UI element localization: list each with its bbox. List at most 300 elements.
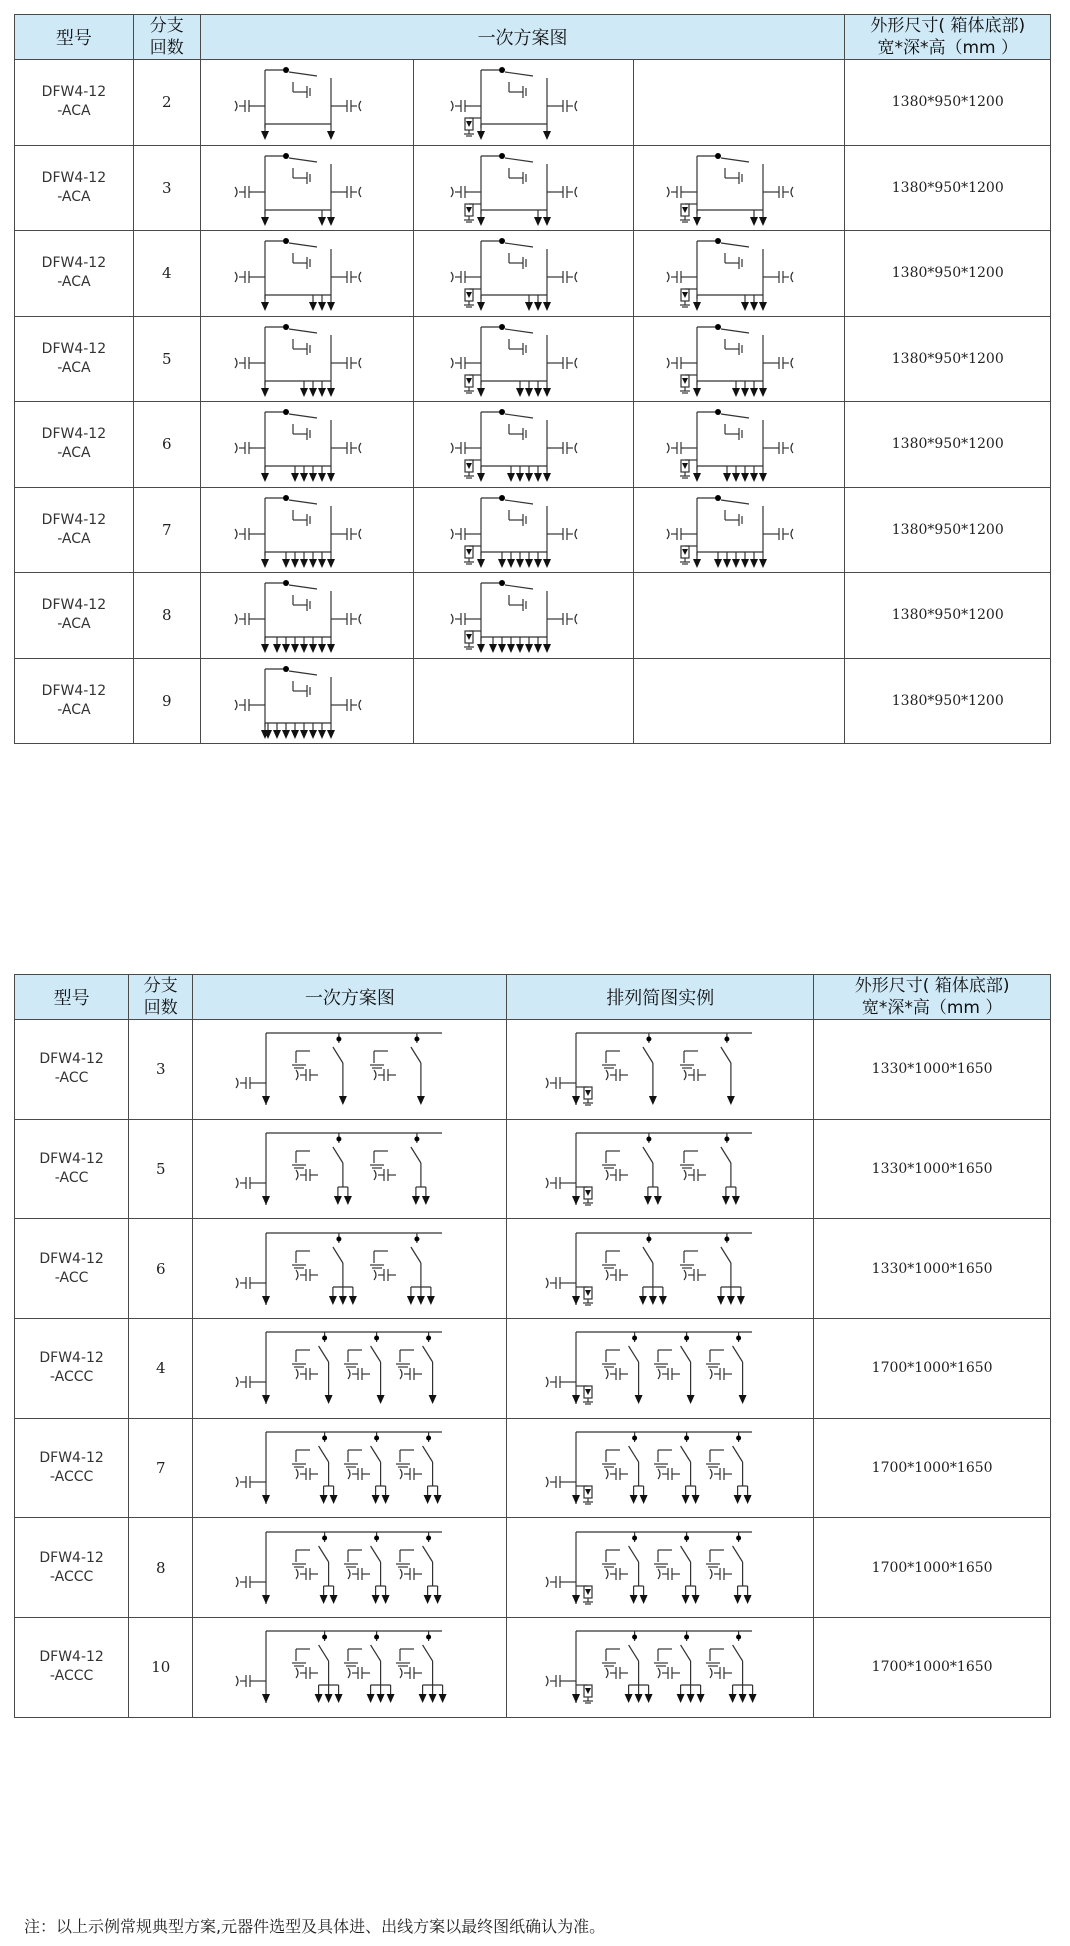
outgoing-feeder-arrow xyxy=(314,1694,322,1703)
outgoing-feeder-arrow xyxy=(750,473,758,482)
scheme-diagram-cell xyxy=(193,1319,507,1419)
outgoing-feeder-arrow xyxy=(273,730,281,739)
outgoing-feeder-arrow xyxy=(428,1694,436,1703)
outgoing-feeder-arrow xyxy=(262,1196,270,1205)
scheme-diagram-cell xyxy=(200,145,413,231)
cable-terminal-icon xyxy=(339,357,361,369)
outgoing-feeder-arrow xyxy=(329,1495,337,1504)
model-suffix: -ACC xyxy=(54,1269,89,1286)
outgoing-feeder-arrow xyxy=(433,1595,441,1604)
table-row xyxy=(15,402,1051,488)
outgoing-feeder-arrow xyxy=(262,1096,270,1105)
table-row xyxy=(15,1518,1051,1618)
dimensions-value: 1700*1000*1650 xyxy=(814,1418,1051,1518)
model-cell xyxy=(15,1020,129,1120)
table-row xyxy=(15,316,1051,402)
outgoing-feeder-arrow xyxy=(324,1694,332,1703)
switchgear-diagram xyxy=(230,1623,470,1711)
table-row xyxy=(15,1418,1051,1518)
cable-terminal-icon xyxy=(546,1376,568,1388)
model-cell xyxy=(15,1219,129,1319)
outgoing-feeder-arrow xyxy=(282,644,290,653)
cable-terminal-icon xyxy=(235,271,257,283)
cable-terminal-icon xyxy=(684,1169,706,1181)
outgoing-feeder-arrow xyxy=(417,1296,425,1305)
outgoing-feeder-arrow xyxy=(319,1495,327,1504)
outgoing-feeder-arrow xyxy=(693,388,701,397)
outgoing-feeder-arrow xyxy=(412,1196,420,1205)
scheme-diagram-cell xyxy=(413,573,633,659)
model-cell xyxy=(15,145,134,231)
cable-terminal-icon xyxy=(555,186,577,198)
table-row xyxy=(15,487,1051,573)
outgoing-feeder-arrow xyxy=(261,644,269,653)
cable-terminal-icon xyxy=(667,528,689,540)
model-suffix: -ACA xyxy=(57,530,91,547)
outgoing-feeder-arrow xyxy=(262,1595,270,1604)
model-cell xyxy=(15,60,134,146)
outgoing-feeder-arrow xyxy=(428,1395,436,1404)
surge-arrester-icon xyxy=(583,1386,593,1404)
outgoing-feeder-arrow xyxy=(693,302,701,311)
header-model: 型号 xyxy=(15,15,134,60)
header-branches-line1: 分支 xyxy=(143,976,178,996)
cable-terminal-icon xyxy=(546,1177,568,1189)
outgoing-feeder-arrow xyxy=(727,1096,735,1105)
surge-arrester-icon xyxy=(583,1287,593,1305)
dimensions-value: 1380*950*1200 xyxy=(845,316,1051,402)
outgoing-feeder-arrow xyxy=(572,1495,580,1504)
cable-terminal-icon xyxy=(348,1368,370,1380)
outgoing-feeder-arrow xyxy=(759,302,767,311)
model-cell xyxy=(15,1119,129,1219)
cable-terminal-icon xyxy=(555,528,577,540)
cable-terminal-icon xyxy=(546,1077,568,1089)
surge-arrester-icon xyxy=(680,546,690,564)
model-code: DFW4-12 xyxy=(41,255,107,272)
model-suffix: -ACA xyxy=(57,274,91,291)
surge-arrester-icon xyxy=(464,118,474,136)
model-cell xyxy=(15,231,134,317)
cable-terminal-icon xyxy=(546,1576,568,1588)
header-branches-line2: 回数 xyxy=(149,38,184,58)
switchgear-diagram xyxy=(230,1324,470,1412)
cable-terminal-icon xyxy=(296,1169,318,1181)
outgoing-feeder-arrow xyxy=(649,1096,657,1105)
model-code: DFW4-12 xyxy=(41,340,107,357)
model-suffix: -ACA xyxy=(57,616,91,633)
switchgear-diagram xyxy=(230,1025,470,1113)
cable-terminal-icon xyxy=(546,1675,568,1687)
example-diagram-cell xyxy=(507,1119,814,1219)
cable-terminal-icon xyxy=(374,1269,396,1281)
table-row xyxy=(15,60,1051,146)
outgoing-feeder-arrow xyxy=(291,473,299,482)
outgoing-feeder-arrow xyxy=(507,559,515,568)
outgoing-feeder-arrow xyxy=(572,1296,580,1305)
scheme-diagram-cell xyxy=(633,487,845,573)
ring-main-unit-diagram xyxy=(659,490,819,570)
outgoing-feeder-arrow xyxy=(516,559,524,568)
ring-main-unit-diagram xyxy=(227,233,387,313)
outgoing-feeder-arrow xyxy=(423,1495,431,1504)
header-example: 排列简图实例 xyxy=(507,975,814,1020)
outgoing-feeder-arrow xyxy=(282,730,290,739)
outgoing-feeder-arrow xyxy=(339,1096,347,1105)
surge-arrester-icon xyxy=(464,204,474,222)
surge-arrester-icon xyxy=(464,375,474,393)
cable-terminal-icon xyxy=(710,1568,732,1580)
ring-main-unit-diagram xyxy=(443,490,603,570)
branch-count: 3 xyxy=(133,145,200,231)
outgoing-feeder-arrow xyxy=(693,473,701,482)
switchgear-diagram xyxy=(230,1424,470,1512)
surge-arrester-icon xyxy=(680,375,690,393)
cable-terminal-icon xyxy=(658,1468,680,1480)
outgoing-feeder-arrow xyxy=(693,217,701,226)
model-suffix: -ACA xyxy=(57,701,91,718)
model-code: DFW4-12 xyxy=(41,511,107,528)
cable-terminal-icon xyxy=(710,1667,732,1679)
cable-terminal-icon xyxy=(236,1675,258,1687)
cable-terminal-icon xyxy=(451,100,473,112)
outgoing-feeder-arrow xyxy=(344,1196,352,1205)
outgoing-feeder-arrow xyxy=(717,1296,725,1305)
scheme-diagram-cell xyxy=(200,316,413,402)
model-suffix: -ACC xyxy=(54,1170,89,1187)
model-cell xyxy=(15,658,134,744)
outgoing-feeder-arrow xyxy=(324,1395,332,1404)
switchgear-diagram xyxy=(540,1225,780,1313)
switchgear-diagram xyxy=(540,1324,780,1412)
cable-terminal-icon xyxy=(771,186,793,198)
scheme-diagram-cell xyxy=(193,1518,507,1618)
model-code: DFW4-12 xyxy=(39,1051,104,1068)
aca-spec-table xyxy=(14,14,1051,744)
outgoing-feeder-arrow xyxy=(376,1395,384,1404)
ring-main-unit-diagram xyxy=(659,404,819,484)
cable-terminal-icon xyxy=(667,186,689,198)
outgoing-feeder-arrow xyxy=(291,730,299,739)
cable-terminal-icon xyxy=(606,1269,628,1281)
scheme-diagram-cell xyxy=(193,1418,507,1518)
outgoing-feeder-arrow xyxy=(291,559,299,568)
outgoing-feeder-arrow xyxy=(381,1495,389,1504)
outgoing-feeder-arrow xyxy=(327,388,335,397)
outgoing-feeder-arrow xyxy=(659,1296,667,1305)
cable-terminal-icon xyxy=(296,1069,318,1081)
outgoing-feeder-arrow xyxy=(477,302,485,311)
cable-terminal-icon xyxy=(451,442,473,454)
table-row xyxy=(15,1020,1051,1120)
outgoing-feeder-arrow xyxy=(477,559,485,568)
outgoing-feeder-arrow xyxy=(309,388,317,397)
outgoing-feeder-arrow xyxy=(744,1495,752,1504)
cable-terminal-icon xyxy=(236,1576,258,1588)
outgoing-feeder-arrow xyxy=(300,388,308,397)
cable-terminal-icon xyxy=(451,271,473,283)
scheme-diagram-cell xyxy=(633,316,845,402)
outgoing-feeder-arrow xyxy=(572,1196,580,1205)
outgoing-feeder-arrow xyxy=(572,1395,580,1404)
cable-terminal-icon xyxy=(339,699,361,711)
outgoing-feeder-arrow xyxy=(649,1296,657,1305)
outgoing-feeder-arrow xyxy=(640,1495,648,1504)
header-dims-line1: 外形尺寸( 箱体底部) xyxy=(854,976,1010,996)
outgoing-feeder-arrow xyxy=(682,1595,690,1604)
header-dimensions xyxy=(814,975,1051,1020)
outgoing-feeder-arrow xyxy=(477,388,485,397)
cable-terminal-icon xyxy=(339,100,361,112)
branch-count: 3 xyxy=(129,1020,193,1120)
ring-main-unit-diagram xyxy=(443,148,603,228)
header-dims-line2: 宽*深*高（mm ） xyxy=(861,998,1003,1018)
outgoing-feeder-arrow xyxy=(318,559,326,568)
outgoing-feeder-arrow xyxy=(262,1694,270,1703)
cable-terminal-icon xyxy=(400,1667,422,1679)
cable-terminal-icon xyxy=(400,1368,422,1380)
outgoing-feeder-arrow xyxy=(516,388,524,397)
outgoing-feeder-arrow xyxy=(543,217,551,226)
model-cell xyxy=(15,1518,129,1618)
scheme-diagram-cell xyxy=(193,1119,507,1219)
outgoing-feeder-arrow xyxy=(498,644,506,653)
outgoing-feeder-arrow xyxy=(729,1694,737,1703)
outgoing-feeder-arrow xyxy=(759,473,767,482)
cable-terminal-icon xyxy=(451,186,473,198)
cable-terminal-icon xyxy=(658,1368,680,1380)
cable-terminal-icon xyxy=(606,1069,628,1081)
header-dims-line2: 宽*深*高（mm ） xyxy=(877,38,1018,58)
switchgear-diagram xyxy=(540,1025,780,1113)
model-cell xyxy=(15,573,134,659)
model-cell xyxy=(15,1319,129,1419)
outgoing-feeder-arrow xyxy=(739,1395,747,1404)
cable-terminal-icon xyxy=(235,699,257,711)
outgoing-feeder-arrow xyxy=(498,559,506,568)
cable-terminal-icon xyxy=(606,1667,628,1679)
outgoing-feeder-arrow xyxy=(543,388,551,397)
surge-arrester-icon xyxy=(583,1586,593,1604)
outgoing-feeder-arrow xyxy=(291,644,299,653)
cable-terminal-icon xyxy=(771,528,793,540)
outgoing-feeder-arrow xyxy=(327,730,335,739)
branch-count: 7 xyxy=(133,487,200,573)
outgoing-feeder-arrow xyxy=(507,473,515,482)
cable-terminal-icon xyxy=(555,613,577,625)
outgoing-feeder-arrow xyxy=(732,559,740,568)
scheme-diagram-cell xyxy=(193,1020,507,1120)
branch-count: 5 xyxy=(129,1119,193,1219)
outgoing-feeder-arrow xyxy=(645,1694,653,1703)
outgoing-feeder-arrow xyxy=(534,217,542,226)
cable-terminal-icon xyxy=(296,1568,318,1580)
outgoing-feeder-arrow xyxy=(640,1595,648,1604)
ring-main-unit-diagram xyxy=(443,404,603,484)
scheme-diagram-cell xyxy=(193,1219,507,1319)
surge-arrester-icon xyxy=(464,460,474,478)
outgoing-feeder-arrow xyxy=(543,302,551,311)
cable-terminal-icon xyxy=(606,1468,628,1480)
ring-main-unit-diagram xyxy=(443,319,603,399)
outgoing-feeder-arrow xyxy=(438,1694,446,1703)
model-code: DFW4-12 xyxy=(41,84,107,101)
ring-main-unit-diagram xyxy=(659,148,819,228)
table-row xyxy=(15,1618,1051,1718)
outgoing-feeder-arrow xyxy=(525,559,533,568)
outgoing-feeder-arrow xyxy=(261,559,269,568)
cable-terminal-icon xyxy=(339,186,361,198)
outgoing-feeder-arrow xyxy=(327,473,335,482)
outgoing-feeder-arrow xyxy=(318,644,326,653)
outgoing-feeder-arrow xyxy=(572,1694,580,1703)
outgoing-feeder-arrow xyxy=(349,1296,357,1305)
outgoing-feeder-arrow xyxy=(543,644,551,653)
outgoing-feeder-arrow xyxy=(477,473,485,482)
model-cell xyxy=(15,487,134,573)
outgoing-feeder-arrow xyxy=(334,1694,342,1703)
outgoing-feeder-arrow xyxy=(371,1595,379,1604)
ring-main-unit-diagram xyxy=(659,319,819,399)
outgoing-feeder-arrow xyxy=(750,559,758,568)
cable-terminal-icon xyxy=(296,1368,318,1380)
scheme-diagram-cell xyxy=(413,316,633,402)
outgoing-feeder-arrow xyxy=(732,1196,740,1205)
surge-arrester-icon xyxy=(583,1685,593,1703)
branch-count: 9 xyxy=(133,658,200,744)
scheme-diagram-cell xyxy=(633,145,845,231)
cable-terminal-icon xyxy=(684,1269,706,1281)
outgoing-feeder-arrow xyxy=(327,217,335,226)
model-suffix: -ACCC xyxy=(49,1469,94,1486)
outgoing-feeder-arrow xyxy=(534,388,542,397)
dimensions-value: 1700*1000*1650 xyxy=(814,1518,1051,1618)
table-row xyxy=(15,145,1051,231)
outgoing-feeder-arrow xyxy=(477,644,485,653)
outgoing-feeder-arrow xyxy=(376,1694,384,1703)
switchgear-diagram xyxy=(230,1225,470,1313)
outgoing-feeder-arrow xyxy=(750,302,758,311)
outgoing-feeder-arrow xyxy=(635,1694,643,1703)
branch-count: 2 xyxy=(133,60,200,146)
outgoing-feeder-arrow xyxy=(327,131,335,140)
model-code: DFW4-12 xyxy=(41,682,107,699)
cable-terminal-icon xyxy=(236,1077,258,1089)
outgoing-feeder-arrow xyxy=(741,302,749,311)
outgoing-feeder-arrow xyxy=(630,1495,638,1504)
table-row xyxy=(15,1319,1051,1419)
ring-main-unit-diagram xyxy=(659,233,819,313)
dimensions-value: 1700*1000*1650 xyxy=(814,1319,1051,1419)
outgoing-feeder-arrow xyxy=(318,302,326,311)
model-suffix: -ACC xyxy=(54,1070,89,1087)
cable-terminal-icon xyxy=(451,613,473,625)
outgoing-feeder-arrow xyxy=(543,131,551,140)
cable-terminal-icon xyxy=(236,1376,258,1388)
outgoing-feeder-arrow xyxy=(534,473,542,482)
ring-main-unit-diagram xyxy=(443,575,603,655)
outgoing-feeder-arrow xyxy=(682,1495,690,1504)
outgoing-feeder-arrow xyxy=(723,473,731,482)
ring-main-unit-diagram xyxy=(227,661,387,741)
outgoing-feeder-arrow xyxy=(327,559,335,568)
outgoing-feeder-arrow xyxy=(261,388,269,397)
dimensions-value: 1380*950*1200 xyxy=(845,145,1051,231)
model-suffix: -ACA xyxy=(57,359,91,376)
example-diagram-cell xyxy=(507,1418,814,1518)
outgoing-feeder-arrow xyxy=(262,1296,270,1305)
scheme-diagram-cell xyxy=(200,487,413,573)
scheme-diagram-cell xyxy=(413,231,633,317)
outgoing-feeder-arrow xyxy=(309,302,317,311)
model-code: DFW4-12 xyxy=(39,1549,104,1566)
outgoing-feeder-arrow xyxy=(366,1694,374,1703)
cable-terminal-icon xyxy=(235,528,257,540)
cable-terminal-icon xyxy=(235,357,257,369)
cable-terminal-icon xyxy=(771,271,793,283)
outgoing-feeder-arrow xyxy=(697,1694,705,1703)
header-dims-line1: 外形尺寸( 箱体底部) xyxy=(870,16,1026,36)
model-cell xyxy=(15,1418,129,1518)
scheme-diagram-cell xyxy=(200,231,413,317)
cable-terminal-icon xyxy=(658,1667,680,1679)
outgoing-feeder-arrow xyxy=(418,1694,426,1703)
outgoing-feeder-arrow xyxy=(329,1296,337,1305)
cable-terminal-icon xyxy=(771,357,793,369)
outgoing-feeder-arrow xyxy=(381,1595,389,1604)
model-cell xyxy=(15,1618,129,1718)
scheme-diagram-cell xyxy=(413,60,633,146)
outgoing-feeder-arrow xyxy=(654,1196,662,1205)
outgoing-feeder-arrow xyxy=(261,473,269,482)
header-branches xyxy=(129,975,193,1020)
cable-terminal-icon xyxy=(339,271,361,283)
model-code: DFW4-12 xyxy=(39,1250,104,1267)
cable-terminal-icon xyxy=(348,1667,370,1679)
surge-arrester-icon xyxy=(680,289,690,307)
outgoing-feeder-arrow xyxy=(750,388,758,397)
model-cell xyxy=(15,316,134,402)
outgoing-feeder-arrow xyxy=(427,1296,435,1305)
outgoing-feeder-arrow xyxy=(273,644,281,653)
outgoing-feeder-arrow xyxy=(477,131,485,140)
outgoing-feeder-arrow xyxy=(687,1395,695,1404)
outgoing-feeder-arrow xyxy=(309,559,317,568)
scheme-diagram-cell xyxy=(200,60,413,146)
outgoing-feeder-arrow xyxy=(407,1296,415,1305)
outgoing-feeder-arrow xyxy=(309,644,317,653)
outgoing-feeder-arrow xyxy=(371,1495,379,1504)
outgoing-feeder-arrow xyxy=(329,1595,337,1604)
surge-arrester-icon xyxy=(583,1087,593,1105)
outgoing-feeder-arrow xyxy=(693,559,701,568)
dimensions-value: 1380*950*1200 xyxy=(845,658,1051,744)
example-diagram-cell xyxy=(507,1319,814,1419)
outgoing-feeder-arrow xyxy=(534,302,542,311)
scheme-diagram-cell xyxy=(200,402,413,488)
example-diagram-cell xyxy=(507,1020,814,1120)
cable-terminal-icon xyxy=(296,1269,318,1281)
outgoing-feeder-arrow xyxy=(741,559,749,568)
outgoing-feeder-arrow xyxy=(759,388,767,397)
outgoing-feeder-arrow xyxy=(692,1495,700,1504)
cable-terminal-icon xyxy=(348,1468,370,1480)
outgoing-feeder-arrow xyxy=(433,1495,441,1504)
ring-main-unit-diagram xyxy=(227,490,387,570)
outgoing-feeder-arrow xyxy=(319,1595,327,1604)
scheme-diagram-cell xyxy=(193,1618,507,1718)
outgoing-feeder-arrow xyxy=(516,644,524,653)
